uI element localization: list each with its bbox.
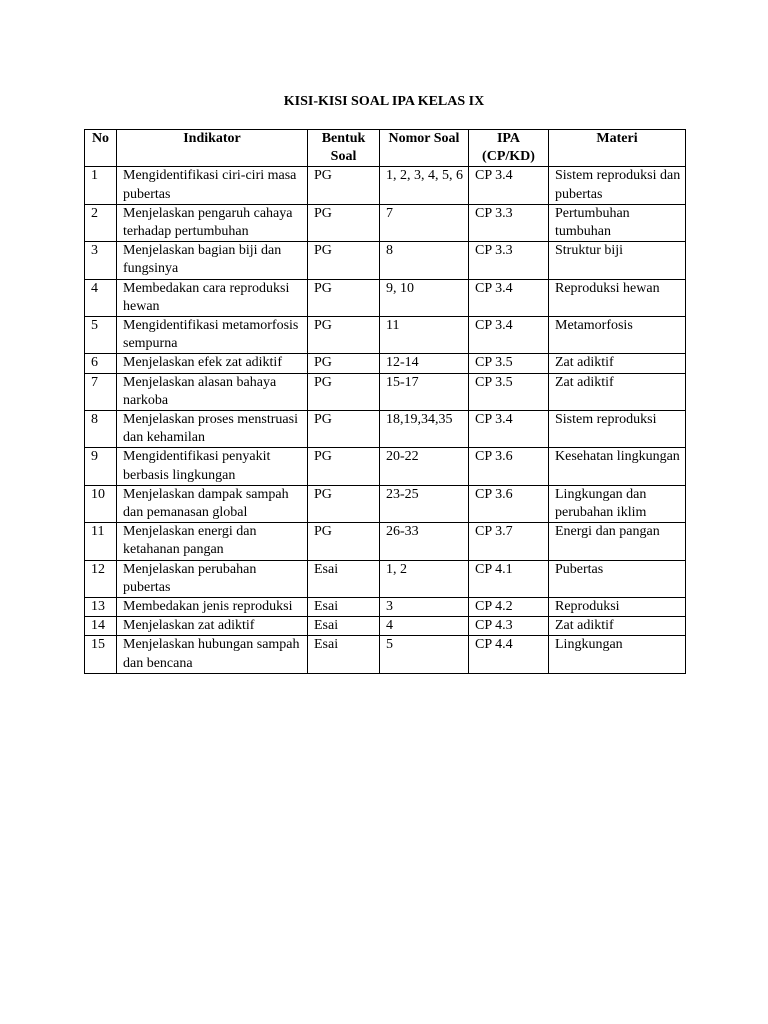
cell-nomor-soal: 8 xyxy=(380,242,469,279)
cell-materi: Reproduksi hewan xyxy=(549,279,686,316)
cell-materi: Sistem reproduksi xyxy=(549,411,686,448)
header-ipa: IPA (CP/KD) xyxy=(469,130,549,167)
cell-nomor-soal: 15-17 xyxy=(380,373,469,410)
cell-bentuk-soal: PG xyxy=(308,354,380,373)
cell-bentuk-soal: PG xyxy=(308,167,380,204)
cell-ipa: CP 3.4 xyxy=(469,279,549,316)
cell-no: 3 xyxy=(85,242,117,279)
cell-materi: Kesehatan lingkungan xyxy=(549,448,686,485)
cell-no: 12 xyxy=(85,560,117,597)
cell-no: 15 xyxy=(85,636,117,673)
table-row xyxy=(85,448,686,485)
cell-ipa: CP 3.6 xyxy=(469,485,549,522)
cell-bentuk-soal: PG xyxy=(308,485,380,522)
cell-indikator: Menjelaskan dampak sampah dan pemanasan global xyxy=(117,485,308,522)
cell-materi: Sistem reproduksi dan pubertas xyxy=(549,167,686,204)
cell-no: 2 xyxy=(85,204,117,241)
table-row xyxy=(85,523,686,560)
table-row xyxy=(85,204,686,241)
cell-materi: Zat adiktif xyxy=(549,617,686,636)
cell-bentuk-soal: Esai xyxy=(308,617,380,636)
cell-nomor-soal: 1, 2 xyxy=(380,560,469,597)
cell-indikator: Menjelaskan hubungan sampah dan bencana xyxy=(117,636,308,673)
cell-nomor-soal: 11 xyxy=(380,317,469,354)
cell-indikator: Membedakan jenis reproduksi xyxy=(117,598,308,617)
cell-bentuk-soal: Esai xyxy=(308,636,380,673)
cell-bentuk-soal: PG xyxy=(308,411,380,448)
table-row xyxy=(85,242,686,279)
cell-bentuk-soal: PG xyxy=(308,523,380,560)
cell-bentuk-soal: PG xyxy=(308,373,380,410)
cell-ipa: CP 3.4 xyxy=(469,411,549,448)
cell-indikator: Menjelaskan bagian biji dan fungsinya xyxy=(117,242,308,279)
cell-ipa: CP 3.3 xyxy=(469,242,549,279)
cell-ipa: CP 4.4 xyxy=(469,636,549,673)
table-row xyxy=(85,636,686,673)
cell-no: 5 xyxy=(85,317,117,354)
table-header-row xyxy=(85,130,686,167)
cell-nomor-soal: 9, 10 xyxy=(380,279,469,316)
cell-no: 7 xyxy=(85,373,117,410)
cell-no: 6 xyxy=(85,354,117,373)
cell-nomor-soal: 1, 2, 3, 4, 5, 6 xyxy=(380,167,469,204)
cell-no: 13 xyxy=(85,598,117,617)
cell-no: 11 xyxy=(85,523,117,560)
cell-nomor-soal: 26-33 xyxy=(380,523,469,560)
table-row xyxy=(85,617,686,636)
cell-materi: Reproduksi xyxy=(549,598,686,617)
cell-ipa: CP 4.1 xyxy=(469,560,549,597)
cell-no: 4 xyxy=(85,279,117,316)
cell-ipa: CP 3.7 xyxy=(469,523,549,560)
table-row xyxy=(85,411,686,448)
table-row xyxy=(85,560,686,597)
cell-bentuk-soal: PG xyxy=(308,448,380,485)
cell-indikator: Menjelaskan proses menstruasi dan kehamilan xyxy=(117,411,308,448)
cell-indikator: Mengidentifikasi penyakit berbasis lingkungan xyxy=(117,448,308,485)
cell-no: 10 xyxy=(85,485,117,522)
cell-ipa: CP 3.5 xyxy=(469,373,549,410)
cell-ipa: CP 3.3 xyxy=(469,204,549,241)
cell-nomor-soal: 23-25 xyxy=(380,485,469,522)
cell-materi: Zat adiktif xyxy=(549,373,686,410)
table-row xyxy=(85,167,686,204)
cell-bentuk-soal: PG xyxy=(308,242,380,279)
header-no: No xyxy=(85,130,117,167)
cell-indikator: Menjelaskan alasan bahaya narkoba xyxy=(117,373,308,410)
cell-materi: Energi dan pangan xyxy=(549,523,686,560)
document-title: KISI-KISI SOAL IPA KELAS IX xyxy=(283,94,485,109)
cell-materi: Zat adiktif xyxy=(549,354,686,373)
cell-nomor-soal: 20-22 xyxy=(380,448,469,485)
cell-ipa: CP 4.3 xyxy=(469,617,549,636)
kisi-kisi-table xyxy=(84,129,686,674)
cell-indikator: Membedakan cara reproduksi hewan xyxy=(117,279,308,316)
cell-no: 1 xyxy=(85,167,117,204)
cell-bentuk-soal: PG xyxy=(308,317,380,354)
cell-no: 8 xyxy=(85,411,117,448)
cell-indikator: Mengidentifikasi ciri-ciri masa pubertas xyxy=(117,167,308,204)
header-indikator: Indikator xyxy=(117,130,308,167)
cell-no: 14 xyxy=(85,617,117,636)
cell-materi: Pubertas xyxy=(549,560,686,597)
cell-bentuk-soal: Esai xyxy=(308,560,380,597)
cell-ipa: CP 3.4 xyxy=(469,167,549,204)
header-materi: Materi xyxy=(549,130,686,167)
cell-materi: Lingkungan dan perubahan iklim xyxy=(549,485,686,522)
cell-materi: Metamorfosis xyxy=(549,317,686,354)
table-row xyxy=(85,373,686,410)
cell-materi: Struktur biji xyxy=(549,242,686,279)
header-nomor-soal: Nomor Soal xyxy=(380,130,469,167)
cell-indikator: Menjelaskan efek zat adiktif xyxy=(117,354,308,373)
cell-nomor-soal: 7 xyxy=(380,204,469,241)
cell-indikator: Menjelaskan perubahan pubertas xyxy=(117,560,308,597)
cell-nomor-soal: 5 xyxy=(380,636,469,673)
header-bentuk-soal: Bentuk Soal xyxy=(308,130,380,167)
cell-materi: Pertumbuhan tumbuhan xyxy=(549,204,686,241)
cell-materi: Lingkungan xyxy=(549,636,686,673)
cell-no: 9 xyxy=(85,448,117,485)
cell-nomor-soal: 3 xyxy=(380,598,469,617)
cell-ipa: CP 3.5 xyxy=(469,354,549,373)
table-row xyxy=(85,354,686,373)
cell-indikator: Menjelaskan zat adiktif xyxy=(117,617,308,636)
cell-ipa: CP 3.6 xyxy=(469,448,549,485)
cell-indikator: Menjelaskan energi dan ketahanan pangan xyxy=(117,523,308,560)
cell-nomor-soal: 18,19,34,35 xyxy=(380,411,469,448)
cell-indikator: Mengidentifikasi metamorfosis sempurna xyxy=(117,317,308,354)
cell-indikator: Menjelaskan pengaruh cahaya terhadap pertumbuhan xyxy=(117,204,308,241)
cell-nomor-soal: 4 xyxy=(380,617,469,636)
cell-ipa: CP 4.2 xyxy=(469,598,549,617)
table-row xyxy=(85,317,686,354)
cell-nomor-soal: 12-14 xyxy=(380,354,469,373)
cell-bentuk-soal: PG xyxy=(308,279,380,316)
cell-bentuk-soal: Esai xyxy=(308,598,380,617)
cell-ipa: CP 3.4 xyxy=(469,317,549,354)
table-row xyxy=(85,279,686,316)
table-row xyxy=(85,485,686,522)
cell-bentuk-soal: PG xyxy=(308,204,380,241)
table-row xyxy=(85,598,686,617)
